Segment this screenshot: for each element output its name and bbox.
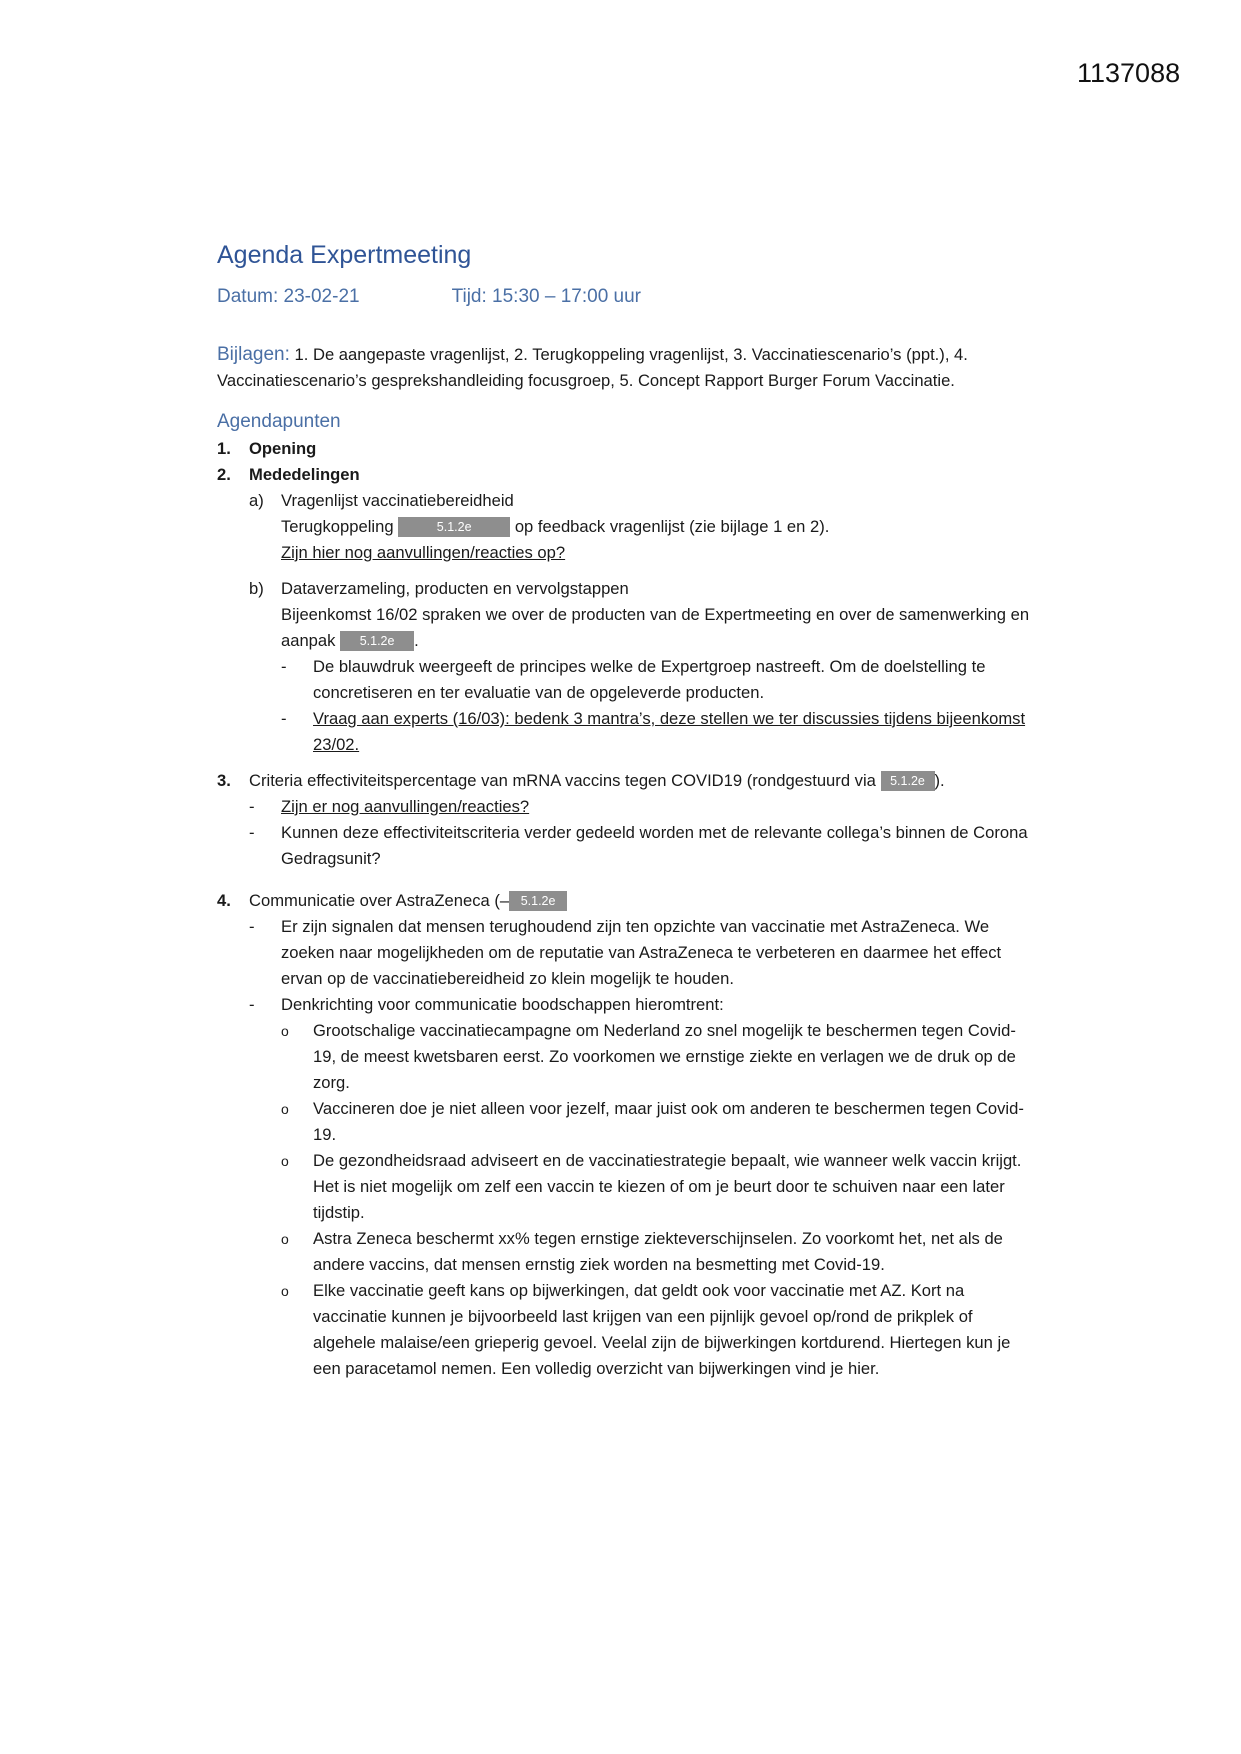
item-number: 2. [217,465,231,484]
bullet-marker: o [281,1231,289,1247]
bullet-item [281,1018,1037,1096]
dash-text: Vraag aan experts (16/03): bedenk 3 mantra’s, deze stellen we ter discussies tijdens bijeenkomst 23/02. [313,709,1026,754]
item-number: 1. [217,439,231,458]
bullet-text: Grootschalige vaccinatiecampagne om Nederland zo snel mogelijk te beschermen tegen Covid-19, de meest kwetsbaren eerst. Zo voorkomen we ernstige ziekte en verlagen we de druk op de zorg. [313,1021,1016,1092]
feedback-line [281,514,829,540]
agenda-item-3 [217,768,1037,794]
redaction-box: 5.1.2e [398,517,510,537]
item-title-pre: Communicatie over AstraZeneca (– [249,891,510,910]
bullet-item [281,1148,1037,1226]
item-title-pre: Criteria effectiviteitspercentage van mRNA vaccins tegen COVID19 (rondgestuurd via [249,771,876,790]
bullet-text: Elke vaccinatie geeft kans op bijwerkingen, dat geldt ook voor vaccinatie met AZ. Kort na vaccinatie kunnen je bijvoorbeeld last krijgen van een pijnlijk gevoel op/rond de prikplek of algehele malaise/een grieperig gevoel. Veelal zijn de bijwerkingen kortdurend. Hiertegen kun je een paracetamol nemen. Een volledig overzicht van bijwerkingen vind je hier. [313,1281,1011,1378]
dash-item [281,706,1037,758]
subitem-text-pre: Bijeenkomst 16/02 spraken we over de producten van de Expertmeeting en over de samenwerking en aanpak [281,605,1030,650]
bullet-marker: o [281,1283,289,1299]
item-number: 4. [217,891,231,910]
subitem-letter: a) [249,491,264,510]
subitem-title: Vragenlijst vaccinatiebereidheid [281,491,514,510]
bullet-marker: o [281,1101,289,1117]
item-title [249,888,567,914]
bullet-text: Astra Zeneca beschermt xx% tegen ernstige ziekteverschijnselen. Zo voorkomt het, net als de andere vaccins, dat mensen ernstig ziek worden na besmetting met Covid-19. [313,1229,1003,1274]
redaction-box: 5.1.2e [881,771,935,791]
dash-item [249,914,1037,992]
item-number: 3. [217,771,231,790]
subitem-title: Dataverzameling, producten en vervolgstappen [281,579,629,598]
dash-item [249,992,1037,1018]
item-4-bullet-list [281,1018,1037,1382]
dash-marker: - [281,709,287,728]
bullet-item [281,1278,1037,1382]
dash-text: De blauwdruk weergeeft de principes welke de Expertgroep nastreeft. Om de doelstelling te concretiseren en ter evaluatie van de opgeleverde producten. [313,657,986,702]
dash-text: Er zijn signalen dat mensen terughoudend zijn ten opzichte van vaccinatie met AstraZeneca. We zoeken naar mogelijkheden om de reputatie van AstraZeneca te verbeteren en daarmee het effect ervan op de vaccinatiebereidheid zo klein mogelijk te houden. [281,917,1002,988]
redaction-box: 5.1.2e [340,631,414,651]
dash-text: Denkrichting voor communicatie boodschappen hieromtrent: [281,995,724,1014]
dash-marker: - [249,797,255,816]
feedback-text-post: op feedback vragenlijst (zie bijlage 1 en 2). [514,517,830,536]
agenda-item-4 [217,888,1037,914]
bullet-item [281,1096,1037,1148]
agenda-item-1 [217,436,1037,462]
subitem-text [281,602,1037,654]
bullet-text: Vaccineren doe je niet alleen voor jezelf, maar juist ook om anderen te beschermen tegen Covid-19. [313,1099,1024,1144]
dash-marker: - [249,823,255,842]
agenda-subitem-2a [249,488,1037,566]
dash-marker: - [249,917,255,936]
attachments [217,342,1037,394]
bullet-text: De gezondheidsraad adviseert en de vaccinatiestrategie bepaalt, wie wanneer welk vaccin krijgt. Het is niet mogelijk om zelf een vaccin te kiezen of om je beurt door te schuiven naar een later tijdstip. [313,1151,1022,1222]
attachments-label: Bijlagen: [217,344,290,365]
document-number: 1137088 [1077,58,1181,88]
subitem-letter: b) [249,579,264,598]
dash-item [249,820,1037,872]
subitem-2b-dash-list [281,654,1037,758]
dash-marker: - [249,995,255,1014]
attachments-text: 1. De aangepaste vragenlijst, 2. Terugkoppeling vragenlijst, 3. Vaccinatiescenario’s (ppt.), 4. Vaccinatiescenario’s gesprekshandleiding focusgroep, 5. Concept Rapport Burger Forum Vaccinatie. [217,345,968,390]
bullet-marker: o [281,1153,289,1169]
dash-item [281,654,1037,706]
agenda-subitem-2b [249,576,1037,654]
agenda-item-2 [217,462,1037,488]
meeting-date: Datum: 23-02-21 [217,286,360,307]
agenda-document [217,238,1037,1382]
item-3-dash-list [249,794,1037,872]
item-title [249,768,945,794]
bullet-marker: o [281,1023,289,1039]
item-title-post: ). [934,771,945,790]
meeting-datetime [217,284,1037,310]
feedback-question: Zijn hier nog aanvullingen/reacties op? [281,543,566,562]
bullet-item [281,1226,1037,1278]
dash-text: Kunnen deze effectiviteitscriteria verder gedeeld worden met de relevante collega’s binnen de Corona Gedragsunit? [281,823,1028,868]
agenda-points-heading: Agendapunten [217,411,341,432]
item-title: Mededelingen [249,465,360,484]
subitem-text-post: . [414,631,419,650]
item-4-dash-list [249,914,1037,1018]
page-title: Agenda Expertmeeting [217,241,472,269]
dash-marker: - [281,657,287,676]
meeting-time: Tijd: 15:30 – 17:00 uur [451,286,642,307]
redaction-box: 5.1.2e [509,891,567,911]
dash-item [249,794,1037,820]
feedback-text-pre: Terugkoppeling [281,517,394,536]
dash-text: Zijn er nog aanvullingen/reacties? [281,797,530,816]
item-title: Opening [249,439,317,458]
